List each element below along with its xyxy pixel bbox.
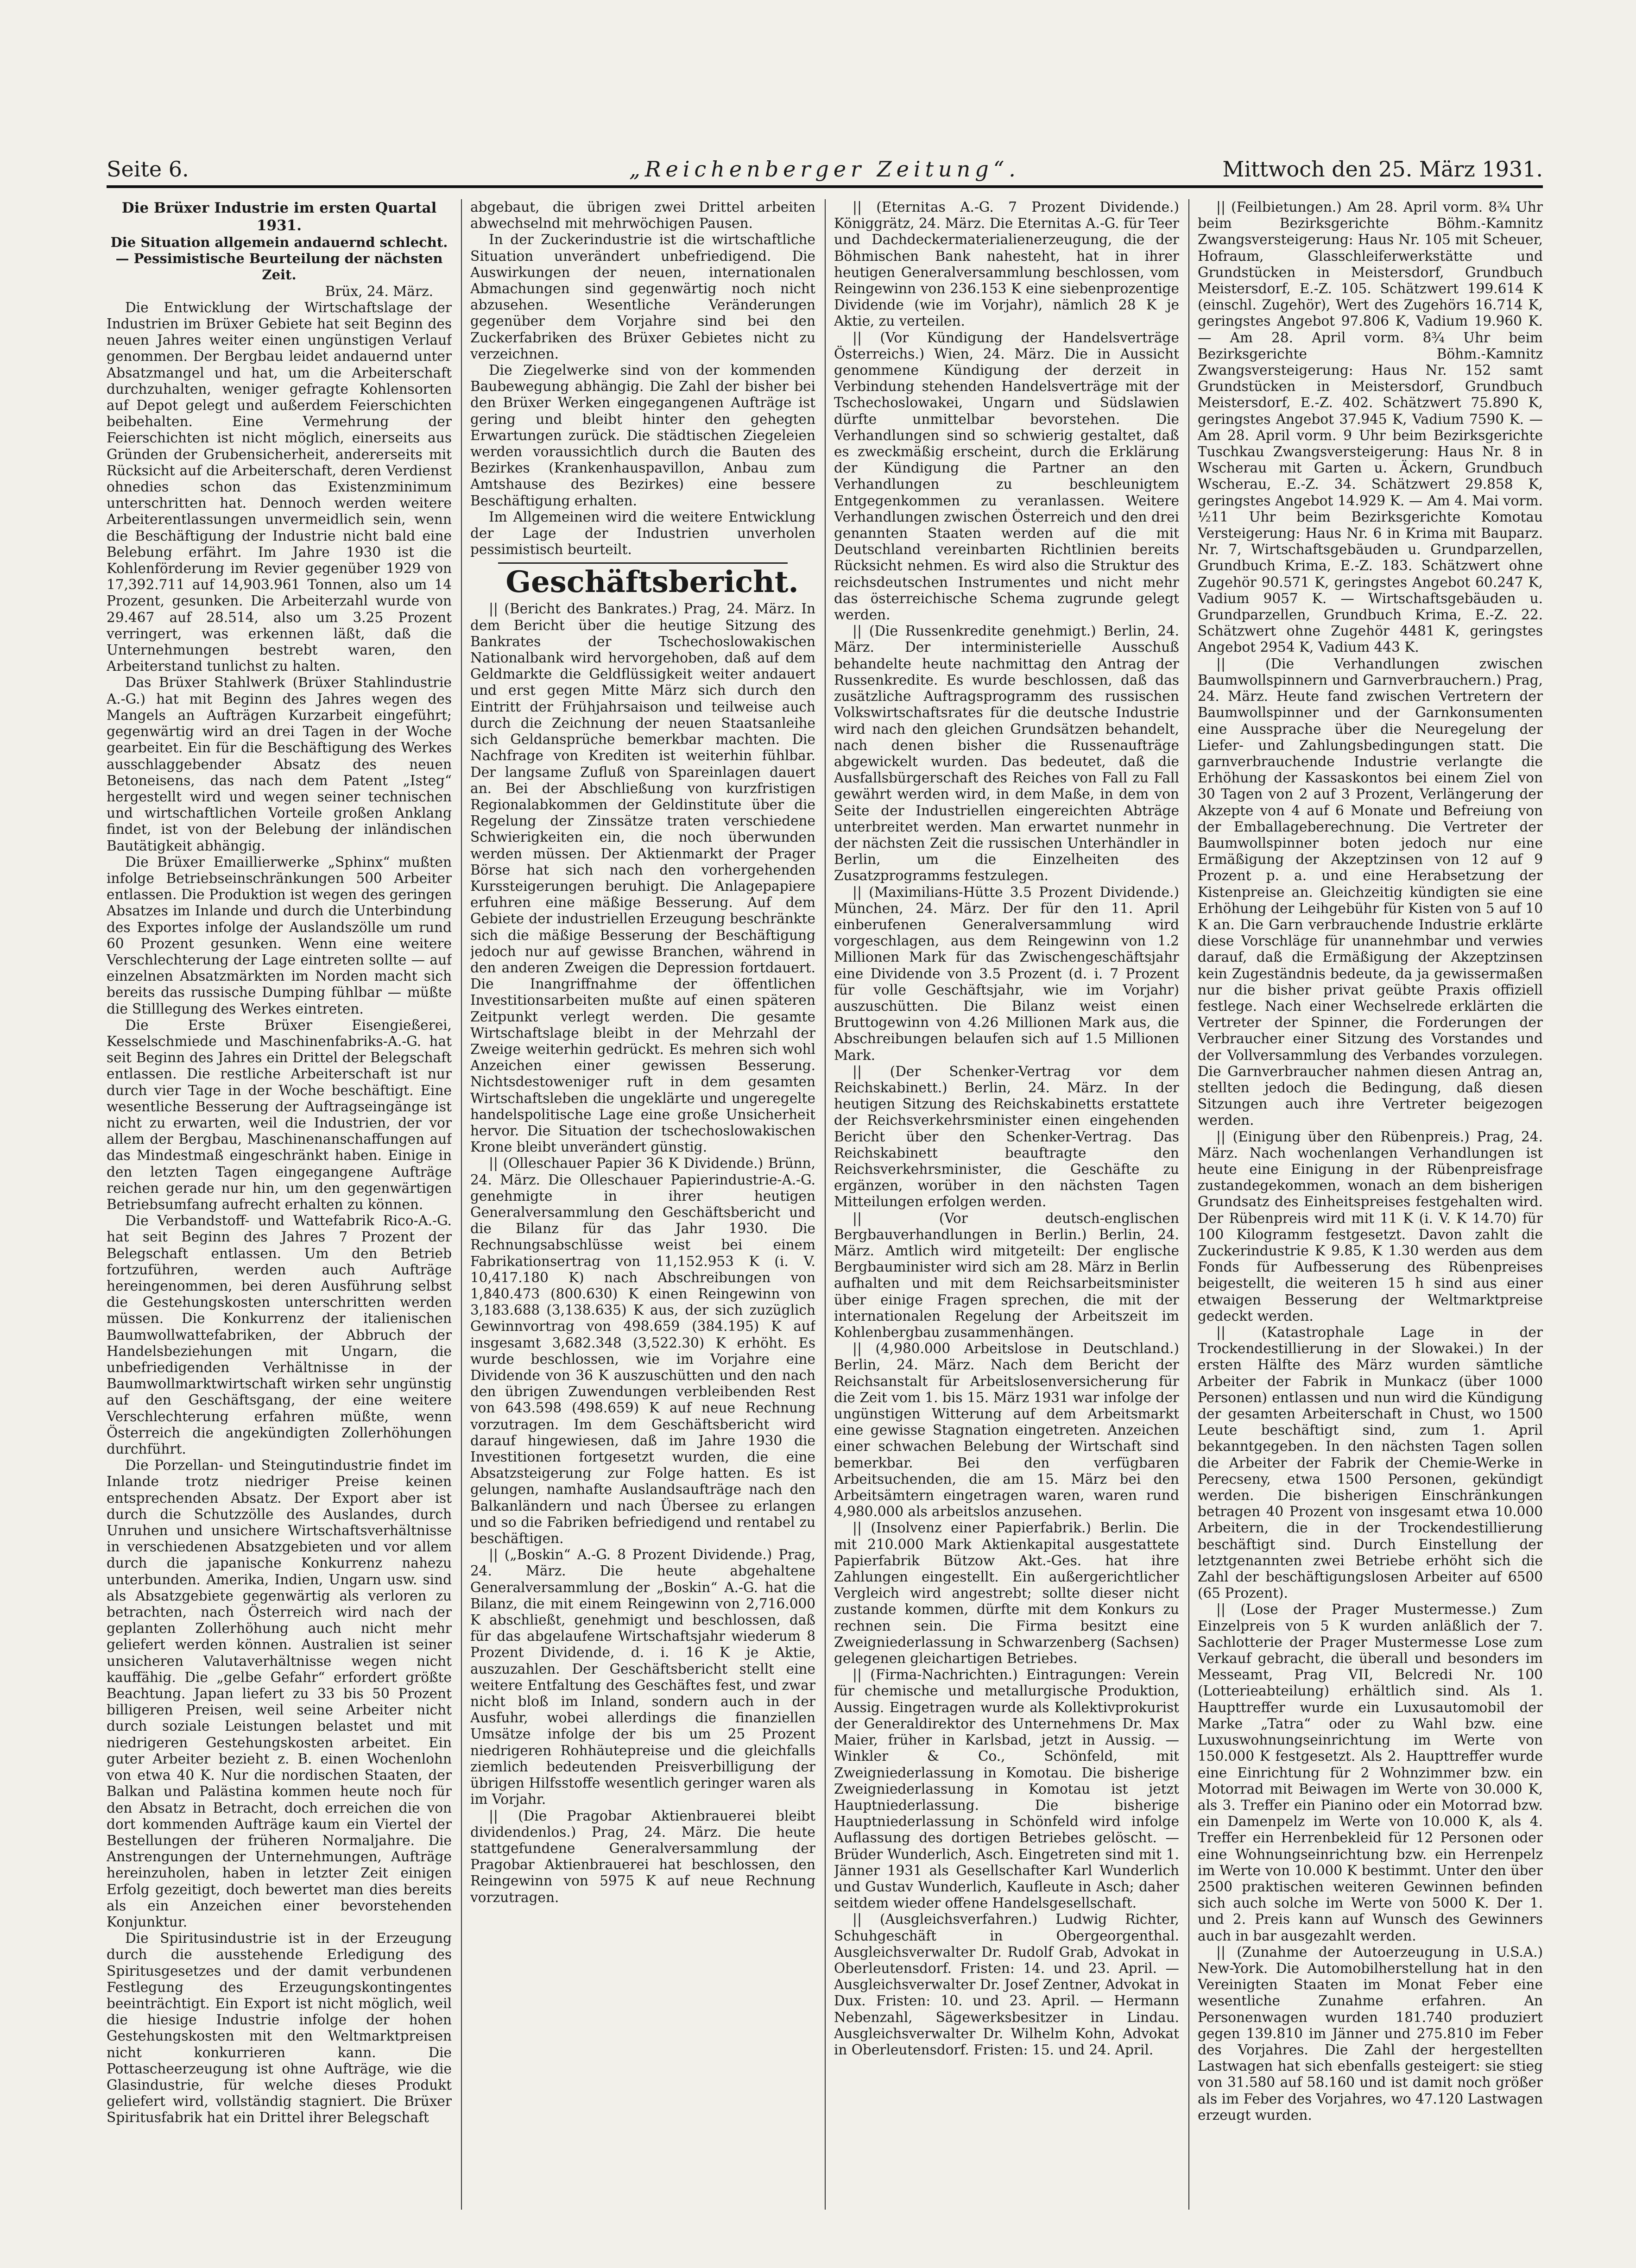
dateline: Brüx, 24. März. [325,283,433,299]
article-subtitle: Die Situation allgemein andauernd schlecht. — Pessimistische Beurteilung der nächsten Zeit. [110,234,448,283]
paragraph: Die Ziegelwerke sind von der kommenden Baubewegung abhängig. Die Zahl der bisher bei den Brüxer Werken eingegangenen Aufträge ist gering und bleibt hinter den gehegten Erwartungen zurück. Die städtischen Ziegeleien werden voraussichtlich durch die Bauten des Bezirkes (Krankenhauspavillon, Anbau zum Amtshause des Bezirkes) eine bessere Beschäftigung erhalten. [470,362,815,509]
article-title: Die Brüxer Industrie im ersten Quartal 1931. [121,200,437,234]
column-divider [1188,199,1189,2210]
news-item: || („Boskin“ A.-G. 8 Prozent Dividende.) Prag, 24. März. Die heute abgehaltene Generalversammlung der „Boskin“ A.-G. hat die Bilanz, die mit einem Reingewinn von 2,716.000 K abschließt, genehmigt und beschlossen, daß für das abgelaufene Wirtschaftsjahr wiederum 8 Prozent Dividende, d. i. 16 K je Aktie, auszuzahlen. Der Geschäftsbericht stellt eine weitere Entfaltung des Geschäftes fest, und zwar nicht bloß im Inland, sondern auch in der Ausfuhr, wobei allerdings die finanziellen Umsätze infolge der bis um 25 Prozent niedrigeren Rohhäutepreise und die gleichfalls ziemlich bedeutenden Preisverbilligung der übrigen Hilfsstoffe wesentlich geringer waren als im Vorjahr. [470,1547,815,1808]
news-item: || (Die Russenkredite genehmigt.) Berlin, 24. März. Der interministerielle Ausschuß behandelte heute nachmittag den Antrag der Russenkredite. Es wurde beschlossen, daß das zusätzliche Auftragsprogramm des russischen Volkswirtschaftsrates für die deutsche Industrie wird nach den gleichen Grundsätzen behandelt, nach denen bisher die Russenaufträge abgewickelt wurden. Das bedeutet, daß die Ausfallsbürgerschaft des Reiches von Fall zu Fall gewährt werden wird, in dem Maße, in dem von Seite der Industriellen eingereichten Abträge unterbreitet werden. Man erwartet nunmehr in der nächsten Zeit die russischen Unterhändler in Berlin, um die Einzelheiten des Zusatzprogramms festzulegen. [834,623,1179,884]
news-item: || (Eternitas A.-G. 7 Prozent Dividende.) Königgrätz, 24. März. Die Eternitas A.-G. für Teer und Dachdeckermaterialienerzeugung, die der Böhmischen Bank nahesteht, hat in ihrer heutigen Generalversammlung beschlossen, vom Reingewinn von 236.153 K eine siebenprozentige Dividende (wie im Vorjahr), nämlich 28 K je Aktie, zu verteilen. [834,199,1179,329]
page-header [107,153,1543,188]
newspaper-title: „Reichenberger Zeitung“. [629,157,1020,182]
news-item: || (4,980.000 Arbeitslose in Deutschland.) Berlin, 24. März. Nach dem Bericht der Reichsanstalt für Arbeitslosenversicherung für die Zeit vom 1. bis 15. März 1931 war infolge der ungünstigen Witterung auf dem Arbeitsmarkt eine gewisse Stagnation eingetreten. Anzeichen einer schwachen Belebung der Wirtschaft sind bemerkbar. Bei den verfügbaren Arbeitsuchenden, die am 15. März bei den Arbeitsämtern eingetragen waren, waren rund 4,980.000 als arbeitslos anzusehen. [834,1341,1179,1520]
paragraph: Die Porzellan- und Steingutindustrie findet im Inlande trotz niedriger Preise keinen entsprechenden Absatz. Der Export aber ist durch die Schutzzölle des Auslandes, durch Unruhen und unsichere Wirtschaftsverhältnisse in verschiedenen Absatzgebieten und vor allem durch die japanische Konkurrenz nahezu unterbunden. Amerika, Indien, Ungarn usw. sind als Absatzgebiete gegenwärtig als verloren zu betrachten, nach Österreich wird nach der geplanten Zollerhöhung auch nicht mehr geliefert werden können. Australien ist seiner unsicheren Valutaverhältnisse wegen nicht kauffähig. Die „gelbe Gefahr“ erfordert größte Beachtung. Japan liefert zu 33 bis 50 Prozent billigeren Preisen, weil seine Arbeiter nicht durch soziale Leistungen belastet und mit niedrigeren Gestehungskosten arbeitet. Ein guter Arbeiter bezieht z. B. einen Wochenlohn von etwa 40 K. Nur die nordischen Staaten, der Balkan und Palästina kommen heute noch für den Absatz in Betracht, doch erreichen die von dort kommenden Aufträge kaum ein Viertel der Bestellungen der früheren Normaljahre. Die Anstrengungen der Unternehmungen, Aufträge hereinzuholen, haben in letzter Zeit einigen Erfolg gezeitigt, doch bewertet man dies bereits als ein Anzeichen einer bevorstehenden Konjunktur. [107,1457,452,1930]
news-item: || (Vor Kündigung der Handelsverträge Österreichs.) Wien, 24. März. Die in Aussicht genommene Kündigung der derzeit in Verbindung stehenden Handelsverträge mit der Tschechoslowakei, Ungarn und Südslawien dürfte unmittelbar bevorstehen. Die Verhandlungen sind so schwierig gestaltet, daß es zweckmäßig erscheint, durch die Erklärung der Kündigung die Partner an den Verhandlungen zu beschleunigtem Entgegenkommen zu veranlassen. Weitere Verhandlungen zwischen Österreich und den drei genannten Staaten werden auf die mit Deutschland vereinbarten Richtlinien bereits Rücksicht nehmen. Es wird also die Struktur des reichsdeutschen Instrumentes und nicht mehr das österreichische Schema zugrunde gelegt werden. [834,329,1179,623]
news-item: || (Die Verhandlungen zwischen Baumwollspinnern und Garnverbrauchern.) Prag, 24. März. Heute fand zwischen Vertretern der Baumwollspinner und der Garnkonsumenten eine Aussprache über die Neuregelung der Liefer- und Zahlungsbedingungen statt. Die garnverbrauchende Industrie verlangte die Erhöhung der Kassaskontos bei einem Ziel von 30 Tagen von 2 auf 3 Prozent, Verlängerung der Akzepte von 4 auf 6 Monate und Befreiung von der Emballageberechnung. Die Vertreter der Baumwollspinner boten jedoch nur eine Ermäßigung der Akzeptzinsen von 12 auf 9 Prozent p. a. und eine Herabsetzung der Kistenpreise an. Gleichzeitig kündigten sie eine Erhöhung der Leihgebühr für Kisten von 5 auf 10 K an. Die Garn verbrauchende Industrie erklärte diese Vorschläge für unannehmbar und verwies darauf, daß die Ermäßigung der Akzeptzinsen kein Zugeständnis bedeute, da ja gewissermaßen nur die bisher privat geübte Praxis offiziell festlege. Nach einer Wechselrede erklärten die Vertreter der Spinner, die Forderungen der Verbraucher einer Sitzung des Vorstandes und der Vollversammlung des Verbandes vorzulegen. Die Garnverbraucher nahmen diesen Antrag an, stellten jedoch die Bedingung, daß diesen Sitzungen auch ihre Vertreter beigezogen werden. [1198,655,1543,1128]
news-item: || (Einigung über den Rübenpreis.) Prag, 24. März. Nach wochenlangen Verhandlungen ist heute eine Einigung in der Rübenpreisfrage zustandegekommen, wonach an dem bisherigen Grundsatz des Einheitspreises festgehalten wird. Der Rübenpreis wird mit 11 K (i. V. K 14.70) für 100 Kilogramm festgesetzt. Davon zahlt die Zuckerindustrie K 9.85, K 1.30 werden aus dem Fonds für Aufbesserung des Rübenpreises beigestellt, die weiteren 15 h sind aus einer etwaigen Besserung der Weltmarktpreise gedeckt werden. [1198,1128,1543,1324]
paragraph: Die Erste Brüxer Eisengießerei, Kesselschmiede und Maschinenfabriks-A.-G. hat seit Beginn des Jahres ein Drittel der Belegschaft entlassen. Die restliche Arbeiterschaft ist nur durch vier Tage in der Woche beschäftigt. Eine wesentliche Besserung der Auftragseingänge ist nicht zu erwarten, weil die Industrien, der vor allem der Bergbau, Maschinenanschaffungen auf das Mindestmaß eingeschränkt haben. Einige in den letzten Tagen eingegangene Aufträge reichen gerade nur hin, um den gegenwärtigen Betriebsumfang aufrecht erhalten zu können. [107,1017,452,1212]
news-item: || (Die Pragobar Aktienbrauerei bleibt dividendenlos.) Prag, 24. März. Die heute stattgefundene Generalversammlung der Pragobar Aktienbrauerei hat beschlossen, den Reingewinn von 5975 K auf neue Rechnung vorzutragen. [470,1808,815,1905]
paragraph: abgebaut, die übrigen zwei Drittel arbeiten abwechselnd mit mehrwöchigen Pausen. [470,199,815,232]
paragraph: Die Entwicklung der Wirtschaftslage der Industrien im Brüxer Gebiete hat seit Beginn des neuen Jahres weiter einen ungünstigen Verlauf genommen. Der Bergbau leidet andauernd unter Absatzmangel und hat, um die Arbeiterschaft durchzuhalten, weniger gefragte Kohlensorten auf Depot gelegt und außerdem Feierschichten beibehalten. Eine Vermehrung der Feierschichten ist nicht möglich, einerseits aus Gründen der Grubensicherheit, andererseits mit Rücksicht auf die Arbeiterschaft, deren Verdienst ohnedies schon das Existenzminimum unterschritten hat. Dennoch werden weitere Arbeiterentlassungen unvermeidlich sein, wenn die Beschäftigung der Industrie nicht bald eine Belebung erfährt. Im Jahre 1930 ist die Kohlenförderung im Revier gegenüber 1929 von 17,392.711 auf 14,903.961 Tonnen, also um 14 Prozent, gesunken. Die Arbeiterzahl wurde von 29.467 auf 28.514, also um 3.25 Prozent verringert, was erkennen läßt, daß die Unternehmungen bestrebt waren, den Arbeiterstand tunlichst zu halten. [107,299,452,674]
news-item: || (Maximilians-Hütte 3.5 Prozent Dividende.) München, 24. März. Der für den 11. April einberufenen Generalversammlung wird vorgeschlagen, aus dem Reingewinn von 1.2 Millionen Mark für das Zwischengeschäftsjahr eine Dividende von 3.5 Prozent (d. i. 7 Prozent für volle Geschäftsjahr, wie im Vorjahr) auszuschütten. Die Bilanz weist einen Bruttogewinn von 4.26 Millionen Mark aus, die Abschreibungen belaufen sich auf 1.5 Millionen Mark. [834,884,1179,1063]
news-item: || (Insolvenz einer Papierfabrik.) Berlin. Die mit 210.000 Mark Aktienkapital ausgestattete Papierfabrik Bützow Akt.-Ges. hat ihre Zahlungen eingestellt. Ein außergerichtlicher Vergleich wird angestrebt; sollte dieser nicht zustande kommen, dürfte mit dem Konkurs zu rechnen sein. Die Firma besitzt eine Zweigniederlassung in Schwarzenberg (Sachsen) gelegenen gleichartigen Betriebes. [834,1520,1179,1667]
news-item: || (Feilbietungen.) Am 28. April vorm. 8¾ Uhr beim Bezirksgerichte Böhm.-Kamnitz Zwangsversteigerung: Haus Nr. 105 mit Scheuer, Hofraum, Glasschleiferwerkstätte und Grundstücken in Meistersdorf, Grundbuch Meistersdorf, E.-Z. 105. Schätzwert 199.614 K (einschl. Zugehör), Wert des Zugehörs 16.714 K, geringstes Angebot 97.806 K, Vadium 19.960 K. — Am 28. April vorm. 8¾ Uhr beim Bezirksgerichte Böhm.-Kamnitz Zwangsversteigerung: Haus Nr. 152 samt Grundstücken in Meistersdorf, Grundbuch Meistersdorf, E.-Z. 402. Schätzwert 75.890 K, geringstes Angebot 37.945 K, Vadium 7590 K. — Am 28. April vorm. 9 Uhr beim Bezirksgerichte Tuschkau Zwangsversteigerung: Haus Nr. 8 in Wscherau mit Garten u. Äckern, Grundbuch Wscherau, E.-Z. 34. Schätzwert 29.858 K, geringstes Angebot 14.929 K. — Am 4. Mai vorm. ½11 Uhr beim Bezirksgerichte Komotau Versteigerung: Haus Nr. 6 in Krima mit Bauparz. Nr. 7, Wirtschaftsgebäuden u. Grundparzellen, Grundbuch Krima, E.-Z. 183. Schätzwert ohne Zugehör 90.571 K, geringstes Angebot 60.247 K, Vadium 9057 K. — Wirtschaftsgebäuden u. Grundparzellen, Grundbuch Krima, E.-Z. 22. Schätzwert ohne Zugehör 4481 K, geringstes Angebot 2954 K, Vadium 443 K. [1198,199,1543,655]
paragraph: Das Brüxer Stahlwerk (Brüxer Stahlindustrie A.-G.) hat mit Beginn des Jahres wegen des Mangels an Aufträgen Kurzarbeit eingeführt; gegenwärtig wird an drei Tagen in der Woche gearbeitet. Ein für die Beschäftigung des Werkes ausschlaggebender Absatz des neuen Betoneisens, das nach dem Patent „Isteg“ hergestellt wird und wegen seiner technischen und wirtschaftlichen Vorteile großen Anklang findet, ist von der Belebung der inländischen Bautätigkeit abhängig. [107,674,452,854]
news-item: || (Vor deutsch-englischen Bergbauverhandlungen in Berlin.) Berlin, 24. März. Amtlich wird mitgeteilt: Der englische Bergbauminister wird sich am 28. März in Berlin aufhalten und mit dem Reichsarbeitsminister über einige Fragen sprechen, die mit der internationalen Regelung der Arbeitszeit im Kohlenbergbau zusammenhängen. [834,1210,1179,1341]
columns [107,199,1543,2210]
news-item: || (Lose der Prager Mustermesse.) Zum Einzelpreis von 5 K wurden anläßlich der 7. Sachlotterie der Prager Mustermesse Lose zum Verkauf gebracht, die überall und besonders im Messeamt, Prag VII, Belcredi Nr. 100 (Lotterieabteilung) erhältlich sind. Als 1. Haupttreffer wurde ein Luxusautomobil der Marke „Tatra“ oder zu Wahl bzw. eine Luxuswohnungseinrichtung im Werte von 150.000 K festgesetzt. Als 2. Haupttreffer wurde eine Einrichtung für 2 Wohnzimmer bzw. ein Motorrad mit Beiwagen im Werte von 30.000 K, als 3. Treffer ein Pianino oder ein Motorrad bzw. ein Damenpelz im Werte von 10.000 K, als 4. Treffer ein Herrenbekleid für 12 Personen oder eine Wohnungseinrichtung bzw. ein Herrenpelz im Werte von 10.000 K bestimmt. Unter den über 2500 praktischen weiteren Gewinnen befinden sich auch solche im Werte von 5000 K. Der 1. und 2. Preis kann auf Wunsch des Gewinners auch in bar ausgezahlt werden. [1198,1601,1543,1944]
paragraph: Die Verbandstoff- und Wattefabrik Rico-A.-G. hat seit Beginn des Jahres 7 Prozent der Belegschaft entlassen. Um den Betrieb fortzuführen, werden auch Aufträge hereingenommen, bei deren Ausführung selbst die Gestehungskosten unterschritten werden müssen. Die Konkurrenz der italienischen Baumwollwattefabriken, der Abbruch der Handelsbeziehungen mit Ungarn, die unbefriedigenden Verhältnisse in der Baumwollmarktwirtschaft wirken sehr ungünstig auf den Geschäftsgang, der eine weitere Verschlechterung erfahren müßte, wenn Österreich die angekündigten Zollerhöhungen durchführt. [107,1213,452,1457]
newspaper-page [107,153,1543,2210]
section-heading: Geschäftsbericht. [505,565,799,600]
issue-date: Mittwoch den 25. März 1931. [1222,157,1543,182]
news-item: || (Firma-Nachrichten.) Eintragungen: Verein für chemische und metallurgische Produktion, Aussig. Eingetragen wurde als Kollektivprokurist der Generaldirektor des Unternehmens Dr. Max Maier, früher in Karlsbad, jetzt in Aussig. — Winkler & Co., Schönfeld, mit Zweigniederlassung in Komotau. Die bisherige Zweigniederlassung in Komotau ist jetzt Hauptniederlassung. Die bisherige Hauptniederlassung in Schönfeld wird infolge Auflassung des dortigen Betriebes gelöscht. — Brüder Wunderlich, Asch. Eingetreten sind mit 1. Jänner 1931 als Gesellschafter Karl Wunderlich und Gustav Wunderlich, Kaufleute in Asch; daher seitdem wieder offene Handelsgesellschaft. [834,1667,1179,1911]
news-item: || (Zunahme der Autoerzeugung in U.S.A.) New-York. Die Automobilherstellung hat in den Vereinigten Staaten im Monat Feber eine wesentliche Zunahme erfahren. An Personenwagen wurden 181.740 produziert gegen 139.810 im Jänner und 275.810 im Feber des Vorjahres. Die Zahl der hergestellten Lastwagen hat sich ebenfalls gesteigert: sie stieg von 31.580 auf 58.160 und ist damit noch größer als im Feber des Vorjahres, wo 47.120 Lastwagen erzeugt wurden. [1198,1944,1543,2123]
paragraph: Die Spiritusindustrie ist in der Erzeugung durch die ausstehende Erledigung des Spiritusgesetzes und der damit verbundenen Festlegung des Erzeugungskontingentes beeinträchtigt. Ein Export ist nicht möglich, weil die hiesige Industrie infolge der hohen Gestehungskosten mit den Weltmarktpreisen nicht konkurrieren kann. Die Pottascheerzeugung ist ohne Aufträge, wie die Glasindustrie, für welche dieses Produkt geliefert wird, vollständig stagniert. Die Brüxer Spiritusfabrik hat ein Drittel ihrer Belegschaft [107,1930,452,2126]
paragraph: In der Zuckerindustrie ist die wirtschaftliche Situation unverändert unbefriedigend. Die Auswirkungen der neuen, internationalen Abmachungen sind gegenwärtig noch nicht abzusehen. Wesentliche Veränderungen gegenüber dem Vorjahre sind bei den Zuckerfabriken des Brüxer Gebietes nicht zu verzeichnen. [470,232,815,362]
news-item: || (Bericht des Bankrates.) Prag, 24. März. In dem Bericht über die heutige Sitzung des Bankrates der Tschechoslowakischen Nationalbank wird hervorgehoben, daß auf dem Geldmarkte die Geldflüssigkeit weiter andauert und erst gegen Mitte März sich durch den Eintritt der Frühjahrsaison und teilweise auch durch die Zeichnung der neuen Staatsanleihe sich Geldansprüche bemerkbar machten. Die Nachfrage von Krediten ist weiterhin fühlbar. Der langsame Zufluß von Spareinlagen dauert an. Bei der Abschließung von kurzfristigen Regionalabkommen der Geldinstitute über die Regelung der Zinssätze traten verschiedene Schwierigkeiten ein, die noch überwunden werden müssen. Der Aktienmarkt der Prager Börse hat sich nach den vorhergehenden Kurssteigerungen beruhigt. Die Anlagepapiere erfuhren eine mäßige Besserung. Auf dem Gebiete der industriellen Erzeugung beschränkte sich die mäßige Besserung der Beschäftigung jedoch nur auf gewisse Branchen, während in den anderen Zweigen die Depression fortdauert. Die Inangriffnahme der öffentlichen Investitionsarbeiten mußte auf einen späteren Zeitpunkt verlegt werden. Die gesamte Wirtschaftslage bleibt in der Mehrzahl der Zweige weiterhin gedrückt. Es mehren sich wohl Anzeichen einer gewissen Besserung. Nichtsdestoweniger ruft in dem gesamten Wirtschaftsleben die ungeklärte und ungeregelte handelspolitische Lage eine große Unsicherheit hervor. Die Situation der tschechoslowakischen Krone bleibt unverändert günstig. [470,601,815,1155]
column-4 [1198,199,1543,2210]
page-number: Seite 6. [107,157,189,182]
column-divider [825,199,826,2210]
news-item: || (Ausgleichsverfahren.) Ludwig Richter, Schuhgeschäft in Obergeorgenthal. Ausgleichsverwalter Dr. Rudolf Grab, Advokat in Oberleutensdorf. Fristen: 14. und 23. April. — Ausgleichsverwalter Dr. Josef Zentner, Advokat in Dux. Fristen: 10. und 23. April. — Hermann Nebenzahl, Sägewerksbesitzer in Lindau. Ausgleichsverwalter Dr. Wilhelm Kohn, Advokat in Oberleutensdorf. Fristen: 15. und 24. April. [834,1911,1179,2058]
news-item: || (Olleschauer Papier 36 K Dividende.) Brünn, 24. März. Die Olleschauer Papierindustrie-A.-G. genehmigte in ihrer heutigen Generalversammlung den Geschäftsbericht und die Bilanz für das Jahr 1930. Die Rechnungsabschlüsse weist bei einem Fabrikationsertrag von 11,152.953 K (i. V. 10,417.180 K) nach Abschreibungen von 1,840.473 (800.630) K einen Reingewinn von 3,183.688 (3,138.635) K aus, der sich zuzüglich Gewinnvortrag von 498.659 (384.195) K auf insgesamt 3,682.348 (3,522.30) K erhöht. Es wurde beschlossen, wie im Vorjahre eine Dividende von 36 K auszuschütten und den nach den übrigen Zuwendungen verbleibenden Rest von 643.598 (498.659) K auf neue Rechnung vorzutragen. Im dem Geschäftsbericht wird darauf hingewiesen, daß im Jahre 1930 die Investitionen fortgesetzt wurden, die eine Absatzsteigerung zur Folge hatten. Es ist gelungen, namhafte Auslandsaufträge nach den Balkanländern und nach Übersee zu erlangen und so die Fabriken befriedigend und rentabel zu beschäftigen. [470,1155,815,1547]
column-1 [107,199,452,2210]
paragraph: Im Allgemeinen wird die weitere Entwicklung der Lage der Industrien unverholen pessimistisch beurteilt. [470,509,815,558]
column-3 [834,199,1179,2210]
news-item: || (Katastrophale Lage in der Trockendestillierung in der Slowakei.) In der ersten Hälfte des März wurden sämtliche Arbeiter der Fabrik in Munkacz (über 1000 Personen) entlassen und nun wird die Kündigung der gesamten Arbeiterschaft in Chust, wo 1500 Leute beschäftigt sind, zum 1. April bekanntgegeben. In den nächsten Tagen sollen die Arbeiter der Fabrik der Chemie-Werke in Perecseny, etwa 1500 Personen, gekündigt werden. Die bisherigen Einschränkungen betragen 40 Prozent von insgesamt etwa 10.000 Arbeitern, die in der Trockendestillierung beschäftigt sind. Durch Einstellung der letztgenannten zwei Betriebe erhöht sich die Zahl der beschäftigungslosen Arbeiter auf 6500 (65 Prozent). [1198,1324,1543,1601]
column-divider [461,199,462,2210]
paragraph: Die Brüxer Emaillierwerke „Sphinx“ mußten infolge Betriebseinschränkungen 500 Arbeiter entlassen. Die Produktion ist wegen des geringen Absatzes im Inlande und durch die Unterbindung des Exportes infolge der Auslandszölle um rund 60 Prozent gesunken. Wenn eine weitere Verschlechterung der Lage eintreten sollte — auf einzelnen Absatzmärkten im Norden macht sich bereits das russische Dumping fühlbar — müßte die Stilllegung des Werkes eintreten. [107,854,452,1017]
column-2 [470,199,815,2210]
news-item: || (Der Schenker-Vertrag vor dem Reichskabinett.) Berlin, 24. März. In der heutigen Sitzung des Reichskabinetts erstattete der Reichsverkehrsminister einen eingehenden Bericht über den Schenker-Vertrag. Das Reichskabinett beauftragte den Reichsverkehrsminister, die Geschäfte zu ergänzen, worüber in den nächsten Tagen Mitteilungen erfolgen werden. [834,1063,1179,1210]
